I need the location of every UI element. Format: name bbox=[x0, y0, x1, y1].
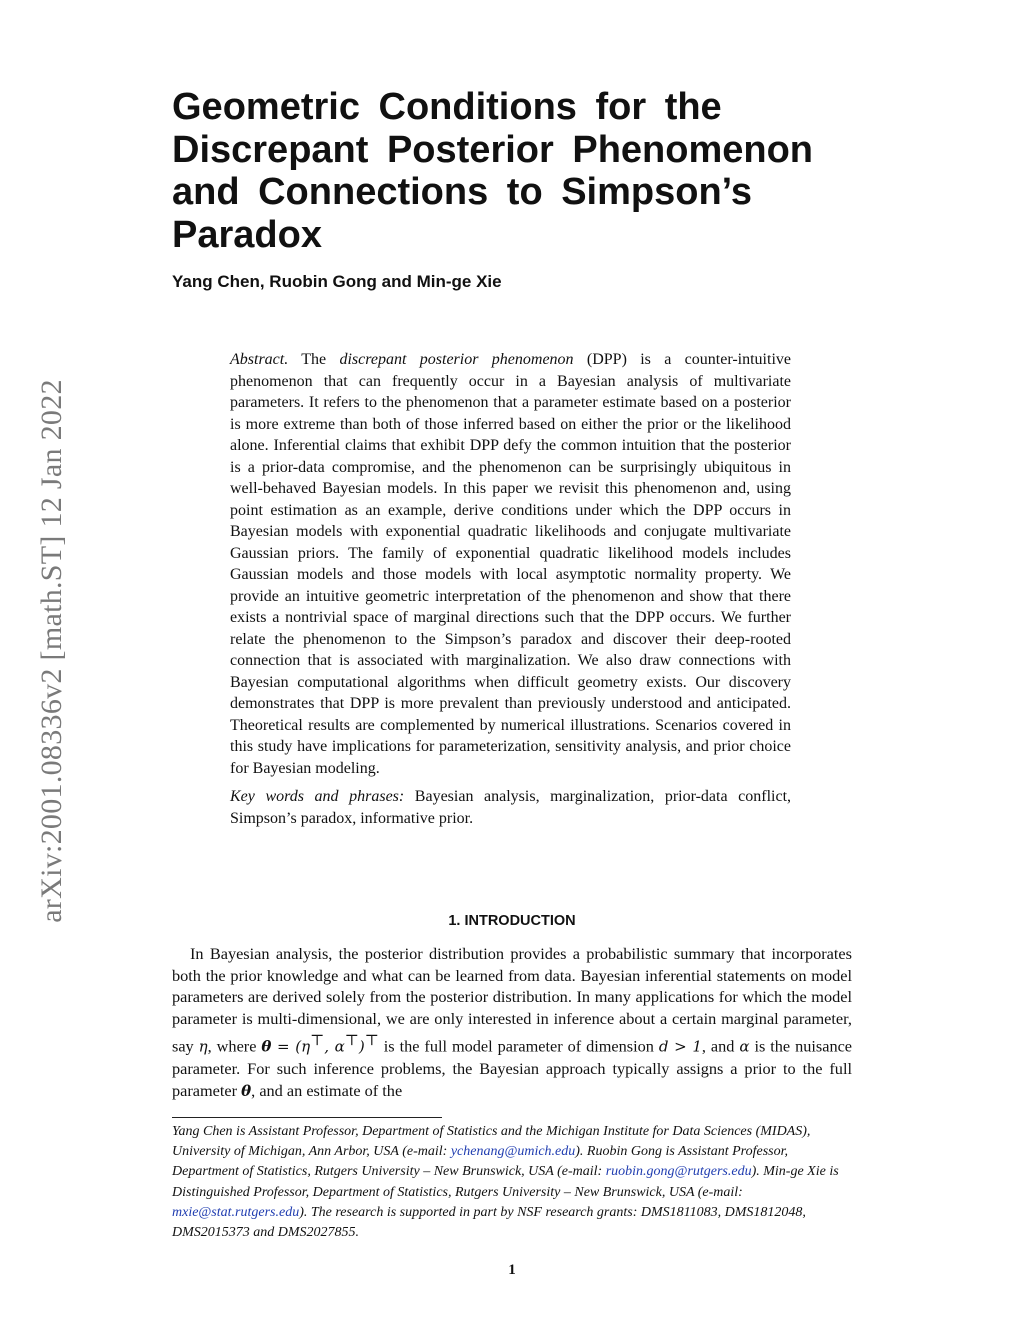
math-comma: , α bbox=[324, 1037, 345, 1056]
math-eq: = (η bbox=[271, 1037, 311, 1056]
math-sup-1: ⊤ bbox=[310, 1030, 325, 1049]
section-heading-introduction: 1. INTRODUCTION bbox=[448, 913, 576, 929]
abstract-label: Abstract. bbox=[230, 351, 289, 368]
abstract-body bbox=[230, 349, 791, 779]
intro-text-3: is the full model parameter of dimension bbox=[378, 1036, 659, 1056]
email-link-chen[interactable]: ychenang@umich.edu bbox=[450, 1144, 576, 1160]
footnote-text-1: Yang Chen is Assistant Professor, Department of Statistics and the Michigan Institute for Data Sciences (MIDAS), University of Michigan, Ann Arbor, USA (e-mail: bbox=[172, 1124, 811, 1160]
abstract bbox=[230, 349, 791, 829]
keywords bbox=[230, 786, 791, 829]
math-theta-2: θ bbox=[241, 1081, 252, 1100]
math-theta: θ bbox=[261, 1037, 272, 1056]
footnote-text-3: ). Min-ge Xie is Distinguished Professor, Department of Statistics, Rutgers University – New Brunswick, USA (e-mail: bbox=[172, 1164, 839, 1200]
introduction-paragraph bbox=[172, 943, 852, 1102]
math-alpha: α bbox=[739, 1037, 750, 1056]
abstract-lead: The bbox=[288, 351, 340, 368]
page-number: 1 bbox=[508, 1262, 516, 1278]
email-link-xie[interactable]: mxie@stat.rutgers.edu bbox=[172, 1204, 300, 1220]
intro-text-2: , where bbox=[207, 1036, 262, 1056]
keywords-label: Key words and phrases: bbox=[230, 788, 405, 805]
math-close: ) bbox=[358, 1037, 365, 1056]
footnote-text-4: ). The research is supported in part by NSF research grants: DMS1811083, DMS1812048, DMS2015373 and DMS2027855. bbox=[172, 1204, 806, 1241]
footnote-rule bbox=[172, 1117, 442, 1118]
paper-title: Geometric Conditions for the Discrepant Posterior Phenomenon and Connections to Simpson’s Paradox bbox=[172, 86, 814, 256]
keywords-text: Bayesian analysis, marginalization, prior-data conflict, Simpson’s paradox, informative prior. bbox=[230, 788, 792, 827]
intro-text-4: , and bbox=[701, 1036, 740, 1056]
intro-text-1: In Bayesian analysis, the posterior distribution provides a probabilistic summary that incorporates both the prior knowledge and what can be learned from data. Bayesian inferential statements on model parameters are derived solely from the posterior distribution. In many applications for which the model parameter is multi-dimensional, we are only interested in inference about a certain marginal parameter, say bbox=[172, 944, 852, 1056]
author-list: Yang Chen, Ruobin Gong and Min-ge Xie bbox=[172, 272, 502, 291]
abstract-term: discrepant posterior phenomenon bbox=[339, 351, 574, 368]
abstract-text: (DPP) is a counter-intuitive phenomenon that can frequently occur in a Bayesian analysis of multivariate parameters. It refers to the phenomenon that a parameter estimate based on a posterior is more extreme than both of those inferred based on either the prior or the likelihood alone. Inferential claims that exhibit DPP defy the common intuition that the posterior is a prior-data compromise, and the phenomenon can be surprisingly ubiquitous in well-behaved Bayesian models. In this paper we revisit this phenomenon and, using point estimation as an example, derive conditions under which the DPP occurs in Bayesian models with exponential quadratic likelihoods and conjugate multivariate Gaussian priors. The family of exponential quadratic likelihood models includes Gaussian models and those models with local asymptotic normality property. We provide an intuitive geometric interpretation of the phenomenon and show that there exists a nontrivial space of marginal directions such that the DPP occurs. We further relate the phenomenon to the Simpson’s paradox and discover their deep-rooted connection that is associated with marginalization. We also draw connections with Bayesian computational algorithms when difficult geometry exists. Our discovery demonstrates that DPP is more prevalent than previously understood and anticipated. Theoretical results are complemented by numerical illustrations. Scenarios covered in this study have implications for parameterization, sensitivity analysis, and prior choice for Bayesian modeling. bbox=[230, 351, 791, 777]
intro-text-6: , and an estimate of the bbox=[251, 1080, 403, 1100]
email-link-gong[interactable]: ruobin.gong@rutgers.edu bbox=[605, 1164, 752, 1180]
arxiv-stamp-text: arXiv:2001.08336v2 [math.ST] 12 Jan 2022 bbox=[35, 379, 69, 923]
footnote-text-2: ). Ruobin Gong is Assistant Professor, Department of Statistics, Rutgers University – New Brunswick, USA (e-mail: bbox=[172, 1144, 789, 1180]
math-sup-3: ⊤ bbox=[364, 1030, 379, 1049]
intro-text-5: is the nuisance parameter. For such inference problems, the Bayesian approach typically assigns a prior to the full parameter bbox=[172, 1036, 853, 1100]
math-eta: η bbox=[198, 1037, 208, 1056]
math-d: d > 1 bbox=[658, 1037, 702, 1056]
math-sup-2: ⊤ bbox=[344, 1030, 359, 1049]
author-footnote bbox=[172, 1122, 852, 1243]
arxiv-stamp bbox=[29, 345, 75, 957]
